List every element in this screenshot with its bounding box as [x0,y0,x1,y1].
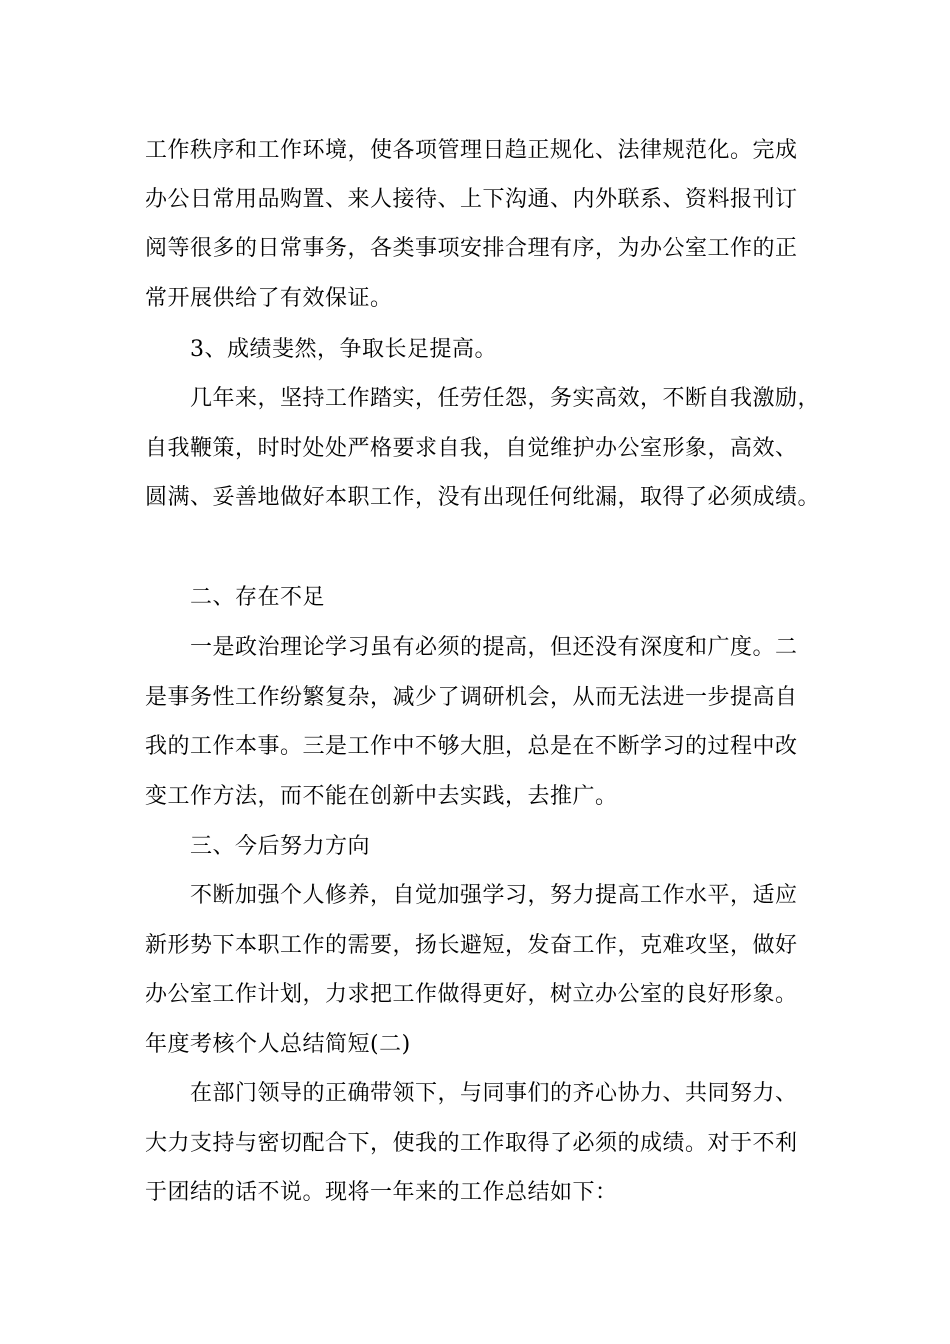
text-line: 自我鞭策，时时处处严格要求自我，自觉维护办公室形象，高效、 [145,436,798,461]
text-line: 办公日常用品购置、来人接待、上下沟通、内外联系、资料报刊订 [145,187,798,212]
text-line: 是事务性工作纷繁复杂，减少了调研机会，从而无法进一步提高自 [145,685,798,710]
section-heading: 3、成绩斐然，争取长足提高。 [190,337,497,362]
text-line: 变工作方法，而不能在创新中去实践，去推广。 [145,784,618,809]
text-line: 一是政治理论学习虽有必须的提高，但还没有深度和广度。二 [190,635,798,660]
document-title: 年度考核个人总结简短(二) [145,1032,411,1057]
text-line: 圆满、妥善地做好本职工作，没有出现任何纰漏，取得了必须成绩。 [145,485,821,510]
section-heading: 二、存在不足 [190,585,326,610]
text-line: 几年来，坚持工作踏实，任劳任怨，务实高效，不断自我激励， [190,386,821,411]
text-line: 阅等很多的日常事务，各类事项安排合理有序，为办公室工作的正 [145,236,798,261]
text-line: 于团结的话不说。现将一年来的工作总结如下： [145,1180,618,1205]
section-heading: 三、今后努力方向 [190,834,371,859]
text-line: 常开展供给了有效保证。 [145,286,393,311]
text-line: 新形势下本职工作的需要，扬长避短，发奋工作，克难攻坚，做好 [145,933,798,958]
text-line: 大力支持与密切配合下，使我的工作取得了必须的成绩。对于不利 [145,1131,798,1156]
text-line: 不断加强个人修养，自觉加强学习，努力提高工作水平，适应 [190,883,798,908]
text-line: 工作秩序和工作环境，使各项管理日趋正规化、法律规范化。完成 [145,138,798,163]
text-line: 我的工作本事。三是工作中不够大胆，总是在不断学习的过程中改 [145,734,798,759]
text-line: 办公室工作计划，力求把工作做得更好，树立办公室的良好形象。 [145,982,798,1007]
text-line: 在部门领导的正确带领下，与同事们的齐心协力、共同努力、 [190,1081,798,1106]
